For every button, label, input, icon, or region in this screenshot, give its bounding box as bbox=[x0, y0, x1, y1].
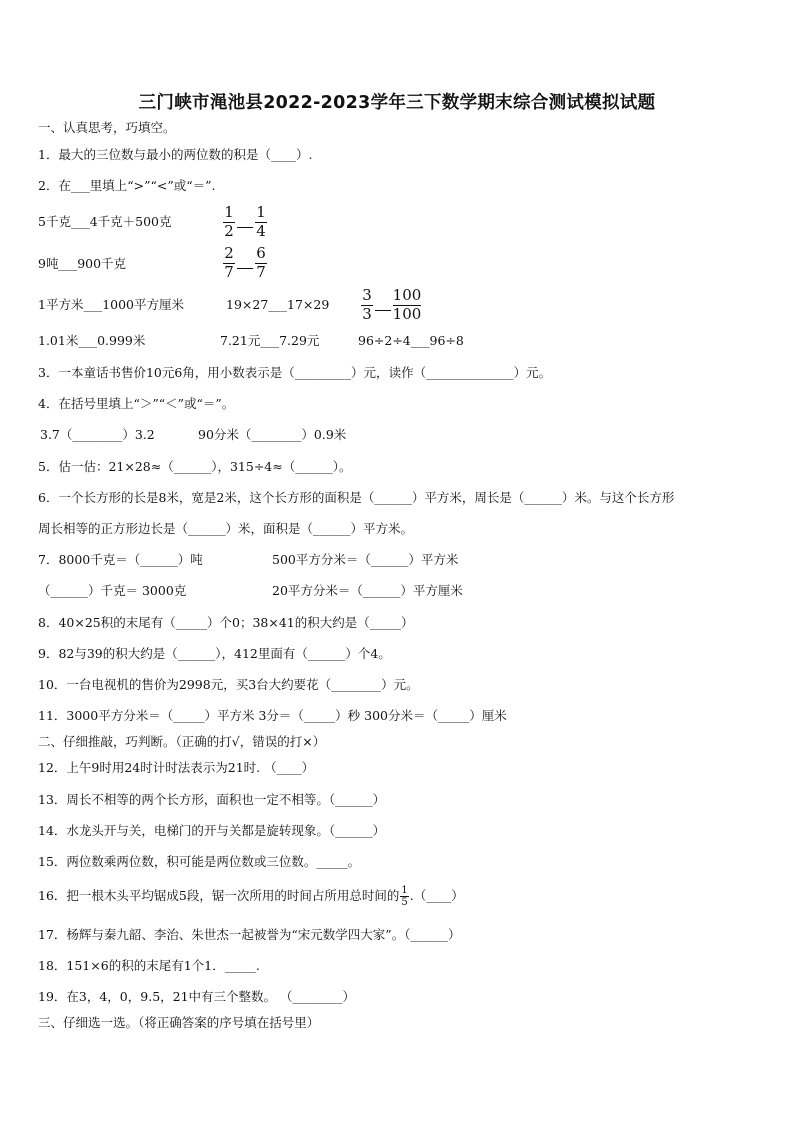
question-6-line-1: 6．一个长方形的长是8米，宽是2米，这个长方形的面积是（______）平方米，周长是（______）米。与这个长方形 bbox=[38, 490, 675, 505]
question-8: 8．40×25积的末尾有（_____）个0；38×41的积大约是（_____） bbox=[38, 615, 414, 630]
question-6-line-2: 周长相等的正方形边长是（______）米，面积是（______）平方米。 bbox=[38, 521, 414, 536]
question-2d: 19×27___17×29 bbox=[226, 297, 330, 312]
blank-line bbox=[375, 310, 391, 311]
question-11: 11．3000平方分米＝（_____）平方米 3分＝（_____）秒 300分米＝（_____）厘米 bbox=[38, 708, 507, 723]
fraction-numerator: 3 bbox=[362, 286, 372, 304]
question-15: 15．两位数乘两位数，积可能是两位数或三位数。_____。 bbox=[38, 854, 361, 869]
section-2-heading: 二、仔细推敲，巧判断。（正确的打√，错误的打×） bbox=[38, 734, 326, 749]
question-7a: 7．8000千克＝（______）吨 bbox=[38, 552, 203, 567]
question-2c: 1平方米___1000平方厘米 bbox=[38, 297, 185, 312]
blank-line bbox=[237, 227, 253, 228]
question-3: 3．一本童话书售价10元6角，用小数表示是（_________）元，读作（______________）元。 bbox=[38, 365, 552, 380]
question-2e: 1.01米___0.999米 bbox=[38, 333, 146, 348]
page-title: 三门峡市渑池县2022-2023学年三下数学期末综合测试模拟试题 bbox=[138, 93, 656, 113]
section-1-heading: 一、认真思考，巧填空。 bbox=[38, 120, 176, 135]
question-19: 19．在3，4，0，9.5，21中有三个整数。 （________） bbox=[38, 989, 356, 1004]
fraction-numerator: 1 bbox=[401, 885, 408, 896]
fraction-compare-1 bbox=[222, 203, 268, 239]
fraction-denominator: 7 bbox=[224, 263, 234, 281]
question-10: 10．一台电视机的售价为2998元，买3台大约要花（________）元。 bbox=[38, 677, 419, 692]
question-9: 9．82与39的积大约是（______），412里面有（______）个4。 bbox=[38, 646, 391, 661]
question-2g: 96÷2÷4___96÷8 bbox=[358, 333, 464, 348]
question-4b: 90分米（________）0.9米 bbox=[198, 427, 347, 442]
fraction-denominator: 4 bbox=[256, 222, 266, 240]
question-7b: 500平方分米＝（______）平方米 bbox=[272, 552, 459, 567]
question-5: 5．估一估：21×28≈（______），315÷4≈（______）。 bbox=[38, 459, 352, 474]
question-12: 12．上午9时用24时计时法表示为21时. （____） bbox=[38, 760, 315, 775]
question-7c: （______）千克＝ 3000克 bbox=[38, 583, 187, 598]
fraction-numerator: 100 bbox=[392, 286, 422, 304]
fraction-compare-2 bbox=[222, 244, 268, 280]
fraction-denominator: 100 bbox=[392, 305, 422, 323]
section-3-heading: 三、仔细选一选。（将正确答案的序号填在括号里） bbox=[38, 1015, 320, 1030]
fraction-compare-3 bbox=[360, 286, 426, 322]
question-7d: 20平方分米＝（______）平方厘米 bbox=[272, 583, 463, 598]
question-18: 18．151×6的积的末尾有1个1．_____. bbox=[38, 958, 260, 973]
fraction-denominator: 5 bbox=[401, 897, 408, 908]
question-16-answer: .（____） bbox=[409, 888, 464, 903]
question-1: 1．最大的三位数与最小的两位数的积是（____）. bbox=[38, 147, 313, 162]
fraction-denominator: 3 bbox=[362, 305, 372, 323]
question-16-text: 16．把一根木头平均锯成5段，锯一次所用的时间占所用总时间的 bbox=[38, 888, 400, 903]
question-2f: 7.21元___7.29元 bbox=[220, 333, 320, 348]
fraction-numerator: 1 bbox=[224, 203, 234, 221]
fraction-numerator: 2 bbox=[224, 244, 234, 262]
question-2: 2．在___里填上“>”“<”或“＝”. bbox=[38, 178, 216, 193]
question-4: 4．在括号里填上“＞”“＜”或“＝”。 bbox=[38, 396, 235, 411]
fraction-one-fifth bbox=[400, 885, 408, 908]
question-2b: 9吨___900千克 bbox=[38, 256, 127, 271]
question-14: 14．水龙头开与关，电梯门的开与关都是旋转现象。（______） bbox=[38, 823, 386, 838]
question-4a: 3.7（________）3.2 bbox=[40, 427, 155, 442]
question-2a: 5千克___4千克＋500克 bbox=[38, 214, 172, 229]
question-17: 17．杨辉与秦九韶、李治、朱世杰一起被誉为“宋元数学四大家”。（______） bbox=[38, 927, 461, 942]
question-13: 13．周长不相等的两个长方形，面积也一定不相等。（______） bbox=[38, 792, 386, 807]
fraction-denominator: 7 bbox=[256, 263, 266, 281]
fraction-numerator: 1 bbox=[256, 203, 266, 221]
fraction-numerator: 6 bbox=[256, 244, 266, 262]
blank-line bbox=[237, 268, 253, 269]
fraction-denominator: 2 bbox=[224, 222, 234, 240]
question-16 bbox=[38, 883, 464, 909]
